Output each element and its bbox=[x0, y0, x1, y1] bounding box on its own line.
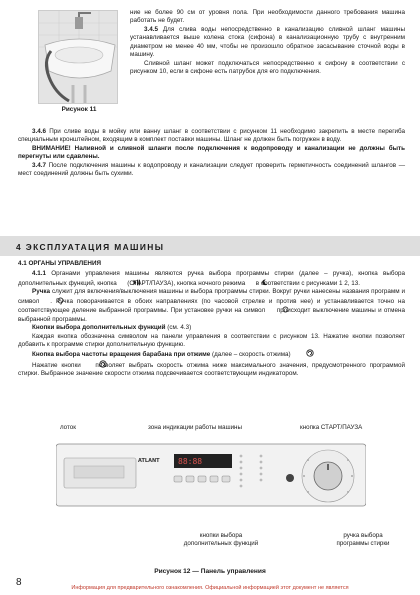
sink-illustration bbox=[39, 11, 118, 104]
paragraph-hose: Сливной шланг может подключаться непосредственно к сифону в соответствии с рисунком 10, если в сифоне есть патрубок для его подключения. bbox=[130, 59, 405, 76]
power-off-icon bbox=[268, 306, 275, 313]
label-program-knob: ручка выбора программы стирки bbox=[336, 532, 390, 548]
paragraph-3-4-7: 3.4.7 После подключения машины к водопроводу и канализации следует проверить герметичность соединений шлангов — мест соединений должны быть сухими. bbox=[18, 161, 405, 178]
label-additional-functions: кнопки выбора дополнительных функций bbox=[183, 532, 259, 548]
paragraph-spin: Нажатие кнопки позволяет выбрать скорость отжима ниже максимального значения, предусмотренного программой стирки. Выбранное значение скорости отжима подсвечивается соответствующим индикатором. bbox=[18, 361, 405, 378]
warning-paragraph: ВНИМАНИЕ! Наливной и сливной шланги после подключения к водопроводу и канализации не должны быть перегнуты или сдавлены. bbox=[18, 144, 405, 161]
right-column-text bbox=[130, 9, 405, 77]
night-mode-icon bbox=[247, 279, 254, 286]
paragraph-4-1-1: 4.1.1 Органами управления машины являются ручка выбора программы стирки (далее – ручка), кнопка выбора дополнительных функций, кнопка (СТАРТ/ПАУЗА), кнопка ночного режима в соответствии с рисунками 1 2, 13. bbox=[18, 270, 405, 287]
control-panel-figure bbox=[56, 440, 366, 513]
paragraph-spin-title: Кнопка выбора частоты вращения барабана при отжиме (далее – скорость отжима) bbox=[18, 349, 405, 359]
paragraph-continuation: ние не более 90 см от уровня пола. При необходимости данного требования машина работать не будет. bbox=[130, 9, 405, 25]
paragraph-add-functions: Каждая кнопка обозначена символом на панели управления в соответствии с рисунком 13. Нажатие кнопки позволяет добавить к программе стирки дополнительную функцию. bbox=[18, 332, 405, 348]
spin-icon bbox=[85, 360, 92, 367]
section-4-1-heading: 4.1 ОРГАНЫ УПРАВЛЕНИЯ bbox=[18, 260, 102, 267]
play-pause-icon bbox=[119, 279, 126, 286]
display-readout: 88:88 bbox=[178, 457, 203, 466]
label-tray: лоток bbox=[60, 424, 76, 431]
paragraph-3-4-6: 3.4.6 При сливе воды в мойку или ванну шланг в соответствии с рисунком 11 необходимо закрепить в месте перегиба специальным кронштейном, входящим в комплект поставки машины. Шланг не должен быть погружен в воду. bbox=[18, 128, 405, 144]
figure-11-caption: Рисунок 11 bbox=[61, 106, 97, 113]
page-number: 8 bbox=[16, 577, 22, 588]
spin-icon bbox=[292, 349, 299, 356]
figure-12-caption: Рисунок 12 — Панель управления bbox=[154, 568, 266, 575]
label-indication-zone: зона индикации работы машины bbox=[148, 424, 242, 431]
sink-photo bbox=[38, 10, 118, 104]
section-4-title: 4 ЭКСПЛУАТАЦИЯ МАШИНЫ bbox=[16, 242, 165, 252]
control-panel-drawing bbox=[56, 440, 366, 513]
paragraph-3-4-5: 3.4.5 Для слива воды непосредственно в канализацию сливной шланг машины устанавливается выше колена стока (сифона) в канализационную трубу с внутренним диаметром не менее 40 мм, чтобы не произошло обратное засасывание сточной воды в машину. bbox=[130, 25, 405, 59]
paragraph-knob: Ручка служит для включения/выключения машины и выбора программы стирки. Вокруг ручки нанесены названия программ и символ . Ручка поворачивается в обоих направлениях (по часовой стрелке и против нее) и устанавливается точно на соответствующее деление выбранной программы. При установке ручки на символ происходит выключение машины и отмена выбранной программы. bbox=[18, 288, 406, 323]
section-4-1 bbox=[18, 260, 405, 379]
footer-disclaimer: Информация для предварительного ознакомления. Официальной информацией этот документ не является bbox=[71, 585, 349, 591]
top-full-width-text bbox=[18, 128, 405, 179]
paragraph-add-functions-title: Кнопки выбора дополнительных функций (см. 4.3) bbox=[32, 324, 192, 332]
brand-logo: ATLANT bbox=[138, 458, 160, 464]
label-start-button: кнопка СТАРТ/ПАУЗА bbox=[300, 424, 363, 431]
